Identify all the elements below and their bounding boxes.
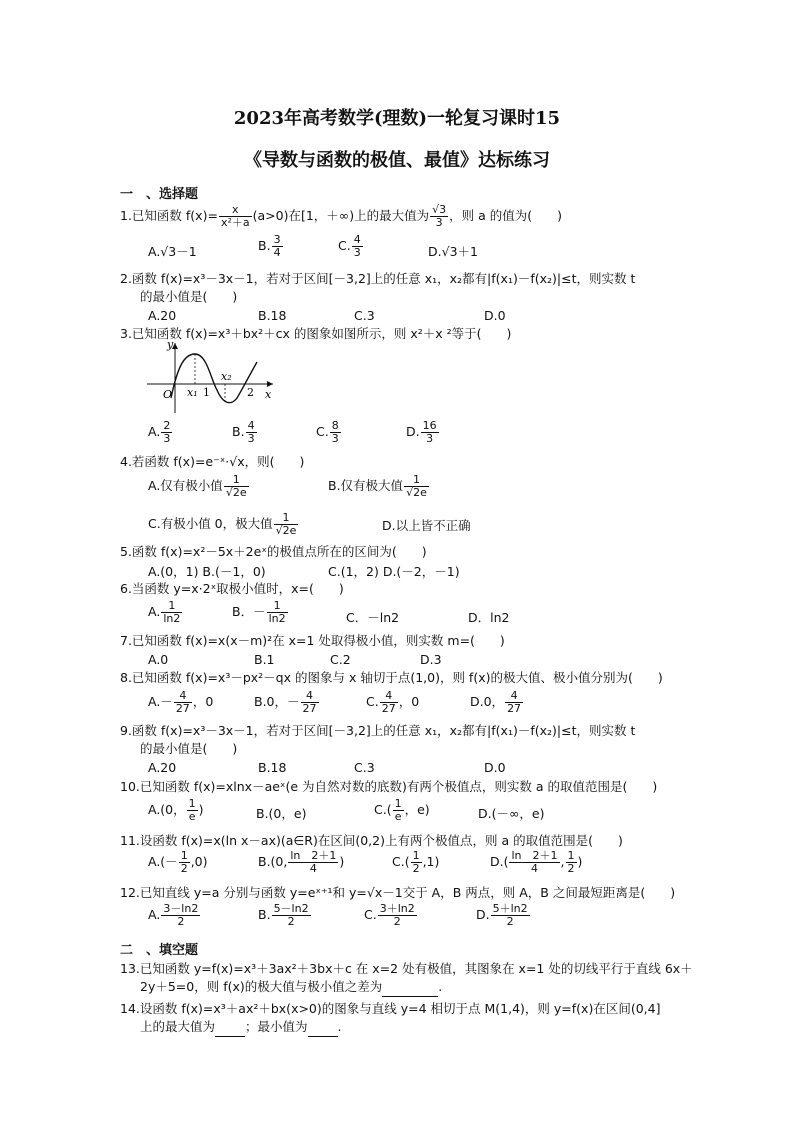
fraction: $\frac{x}{\text{x²＋a}}$ [220, 203, 250, 229]
option-b[interactable]: B.仅有极大值 $\frac{1}{√2e}$ [328, 473, 427, 499]
x1-label: x₁ [187, 386, 198, 399]
answer-blank[interactable] [382, 978, 438, 997]
question-5: 5.函数 f(x)=x²－5x＋2eˣ的极值点所在的区间为( ) [120, 544, 427, 559]
question-13: 13.已知函数 y=f(x)=x³＋3ax²＋3bx＋c 在 x=2 处有极值，其图象在 x=1 处的切线平行于直线 6x＋ 2y＋5=0，则 f(x)的极大值与极小值之差为 . [120, 960, 710, 997]
option-a[interactable]: A.√3－1 [148, 244, 197, 259]
section-choice-heading: 一 、选择题 [120, 187, 199, 202]
option-d[interactable]: D. $\frac{16}{3}$ [406, 419, 437, 445]
tick-2-label: 2 [247, 386, 254, 399]
option-a[interactable]: A.仅有极小值 $\frac{1}{√2e}$ [148, 473, 247, 499]
cubic-function-graph [145, 340, 275, 415]
origin-label: O [163, 388, 173, 401]
question-7: 7.已知函数 f(x)=x(x－m)²在 x=1 处取得极小值，则实数 m=( ) [120, 633, 505, 648]
option-c[interactable]: C.2 [330, 652, 351, 667]
option-d[interactable]: D.0 [484, 308, 506, 323]
option-a[interactable]: A.－ $\frac{4}{27}$ ，0 [148, 689, 214, 715]
question-6: 6.当函数 y=x·2ˣ取极小值时，x=( ) [120, 581, 344, 596]
option-c[interactable]: C. $\frac{3+\ln 2}{2}$ [364, 902, 415, 928]
question-11: 11.设函数 f(x)=x(ln x－ax)(a∈R)在区间(0,2)上有两个极值点，则 a 的取值范围是( ) [120, 833, 623, 848]
option-d[interactable]: D.以上皆不正确 [382, 518, 471, 533]
option-c[interactable]: C.( $\frac{1}{2}$ ,1) [392, 849, 440, 875]
option-c[interactable]: C.3 [354, 308, 375, 323]
option-c-d[interactable]: C.(1，2) D.(－2，－1) [328, 564, 460, 579]
question-10: 10.已知函数 f(x)=xlnx－aeˣ(e 为自然对数的底数)有两个极值点，则实数 a 的取值范围是( ) [120, 779, 658, 794]
option-b[interactable]: B．－ $\frac{1}{\ln 2}$ [232, 599, 286, 625]
option-c[interactable]: C.( $\frac{1}{e}$ ，e) [374, 797, 430, 823]
option-d[interactable]: D. $\frac{5+\ln 2}{2}$ [476, 902, 528, 928]
option-b[interactable]: B.18 [258, 760, 287, 775]
option-a[interactable]: A. $\frac{3-\ln 2}{2}$ [148, 902, 199, 928]
option-b[interactable]: B. $\frac{4}{3}$ [232, 419, 255, 445]
option-d[interactable]: D.√3＋1 [428, 244, 478, 259]
option-a[interactable]: A.(0， $\frac{1}{e}$ ) [148, 797, 204, 823]
option-a[interactable]: A.(－ $\frac{1}{2}$ ,0) [148, 849, 208, 875]
option-b[interactable]: B.1 [254, 652, 275, 667]
option-c[interactable]: C.有极小值 0，极大值 $\frac{1}{√2e}$ [148, 511, 297, 537]
option-a-b[interactable]: A.(0，1) B.(－1，0) [148, 564, 266, 579]
option-c[interactable]: C. $\frac{8}{3}$ [316, 419, 339, 445]
fraction: $\frac{√3}{3}$ [432, 203, 447, 229]
option-a[interactable]: A. $\frac{1}{\ln 2}$ [148, 599, 181, 625]
page-title: 2023年高考数学(理数)一轮复习课时15 [233, 108, 561, 129]
option-c[interactable]: C.3 [354, 760, 375, 775]
y-axis-label: y [167, 340, 174, 351]
question-2: 2.函数 f(x)=x³－3x－1，若对于区间[－3,2]上的任意 x₁，x₂都有|f(x₁)－f(x₂)|≤t，则实数 t 的最小值是( ) [120, 271, 636, 304]
option-a[interactable]: A. $\frac{2}{3}$ [148, 419, 171, 445]
tick-1-label: 1 [203, 386, 210, 399]
question-12: 12.已知直线 y=a 分别与函数 y=eˣ⁺¹和 y=√x－1交于 A，B 两点，则 A，B 之间最短距离是( ) [120, 885, 676, 900]
question-1: 1.已知函数 f(x)= $\frac{x}{\text{x²＋a}}$ (a>0)在[1，＋∞)上的最大值为 $\frac{√3}{3}$ ，则 a 的值为( ) [120, 203, 562, 229]
answer-blank-max[interactable] [215, 1018, 245, 1037]
option-a[interactable]: A.0 [148, 652, 169, 667]
question-14: 14.设函数 f(x)=x³＋ax²＋bx(x>0)的图象与直线 y=4 相切于点 M(1,4)，则 y=f(x)在区间(0,4] 上的最大值为 ；最小值为 . [120, 1000, 710, 1037]
option-c[interactable]: C．－ln2 [346, 610, 400, 625]
x-axis-label: x [265, 388, 272, 401]
question-3: 3.已知函数 f(x)=x³＋bx²＋cx 的图象如图所示，则 x²＋x ²等于( ) [120, 326, 512, 341]
curve [171, 354, 257, 403]
answer-blank-min[interactable] [308, 1018, 338, 1037]
option-b[interactable]: B.0，－ $\frac{4}{27}$ [254, 689, 317, 715]
option-c[interactable]: C. $\frac{4}{27}$ ，0 [366, 689, 420, 715]
section-fill-heading: 二 、填空题 [120, 943, 199, 958]
option-a[interactable]: A.20 [148, 760, 177, 775]
option-b[interactable]: B.(0，e) [256, 806, 307, 821]
x-axis-arrow [267, 381, 273, 387]
question-8: 8.已知函数 f(x)=x³－px²－qx 的图象与 x 轴切于点(1,0)，则 f(x)的极大值、极小值分别为( ) [120, 670, 663, 685]
option-d[interactable]: D.(－∞，e) [478, 806, 545, 821]
question-4: 4.若函数 f(x)=e⁻ˣ·√x，则( ) [120, 454, 305, 469]
option-b[interactable]: B. $\frac{3}{4}$ [258, 233, 281, 259]
option-d[interactable]: D.0 [484, 760, 506, 775]
option-d[interactable]: D.0， $\frac{4}{27}$ [470, 689, 522, 715]
option-b[interactable]: B. $\frac{5-\ln 2}{2}$ [258, 902, 309, 928]
option-d[interactable]: D.( $\frac{\ln 2+1}{4}$ , $\frac{1}{2}$ ) [490, 849, 583, 875]
option-c[interactable]: C. $\frac{4}{3}$ [338, 233, 361, 259]
question-9: 9.函数 f(x)=x³－3x－1，若对于区间[－3,2]上的任意 x₁，x₂都有|f(x₁)－f(x₂)|≤t，则实数 t 的最小值是( ) [120, 723, 636, 756]
option-d[interactable]: D．ln2 [468, 610, 510, 625]
option-b[interactable]: B.(0, $\frac{\ln 2+1}{4}$ ) [258, 849, 345, 875]
option-b[interactable]: B.18 [258, 308, 287, 323]
page-subtitle: 《导数与函数的极值、最值》达标练习 [244, 150, 550, 171]
x2-label: x₂ [221, 370, 232, 383]
option-a[interactable]: A.20 [148, 308, 177, 323]
option-d[interactable]: D.3 [420, 652, 442, 667]
